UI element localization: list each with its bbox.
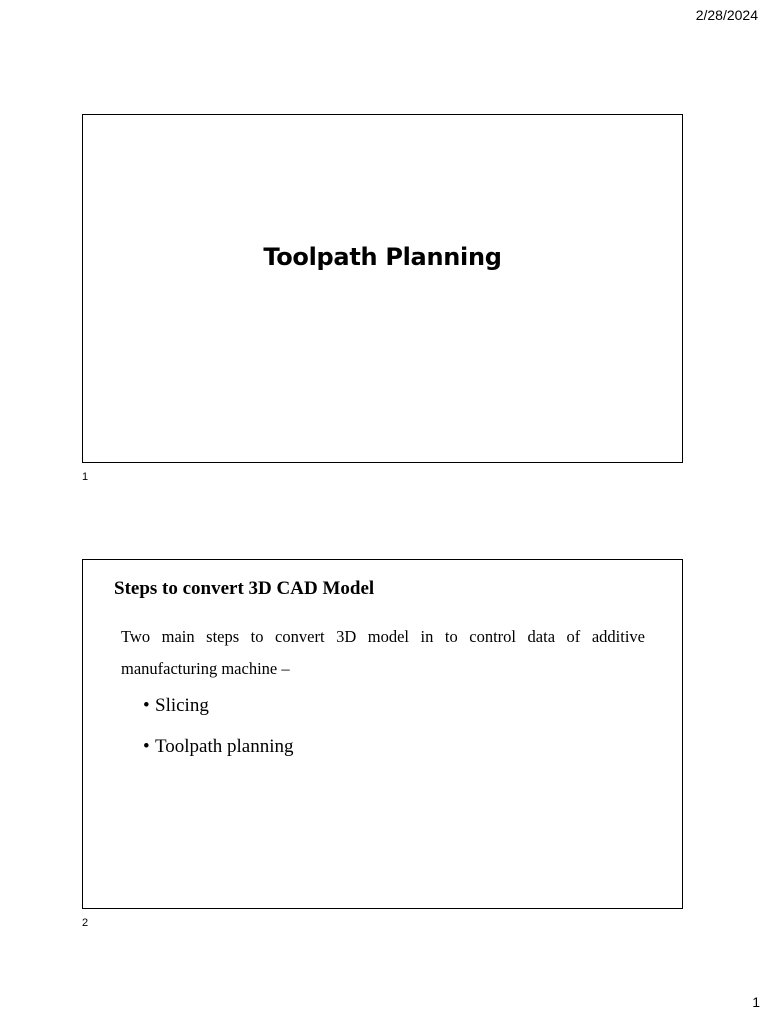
slide-1-frame [82,114,683,463]
slide-2-number: 2 [82,917,89,929]
page-number: 1 [752,994,760,1010]
bullet-item-text: Toolpath planning [155,736,294,757]
bullet-icon: • [143,695,150,716]
bullet-item-text: Slicing [155,695,209,716]
slide-2-body-text: Two main steps to convert 3D model in to control data of additive manufacturing machine – [121,627,645,678]
bullet-item [143,735,294,776]
slide-1-title: Toolpath Planning [263,243,502,271]
bullet-item [143,694,294,735]
slide-2-heading: Steps to convert 3D CAD Model [114,578,375,599]
slide-2-frame [82,559,683,909]
handout-date: 2/28/2024 [695,7,758,23]
bullet-icon: • [143,736,150,757]
slide-1-number: 1 [82,471,89,483]
slide-2-bullet-list [143,694,294,776]
